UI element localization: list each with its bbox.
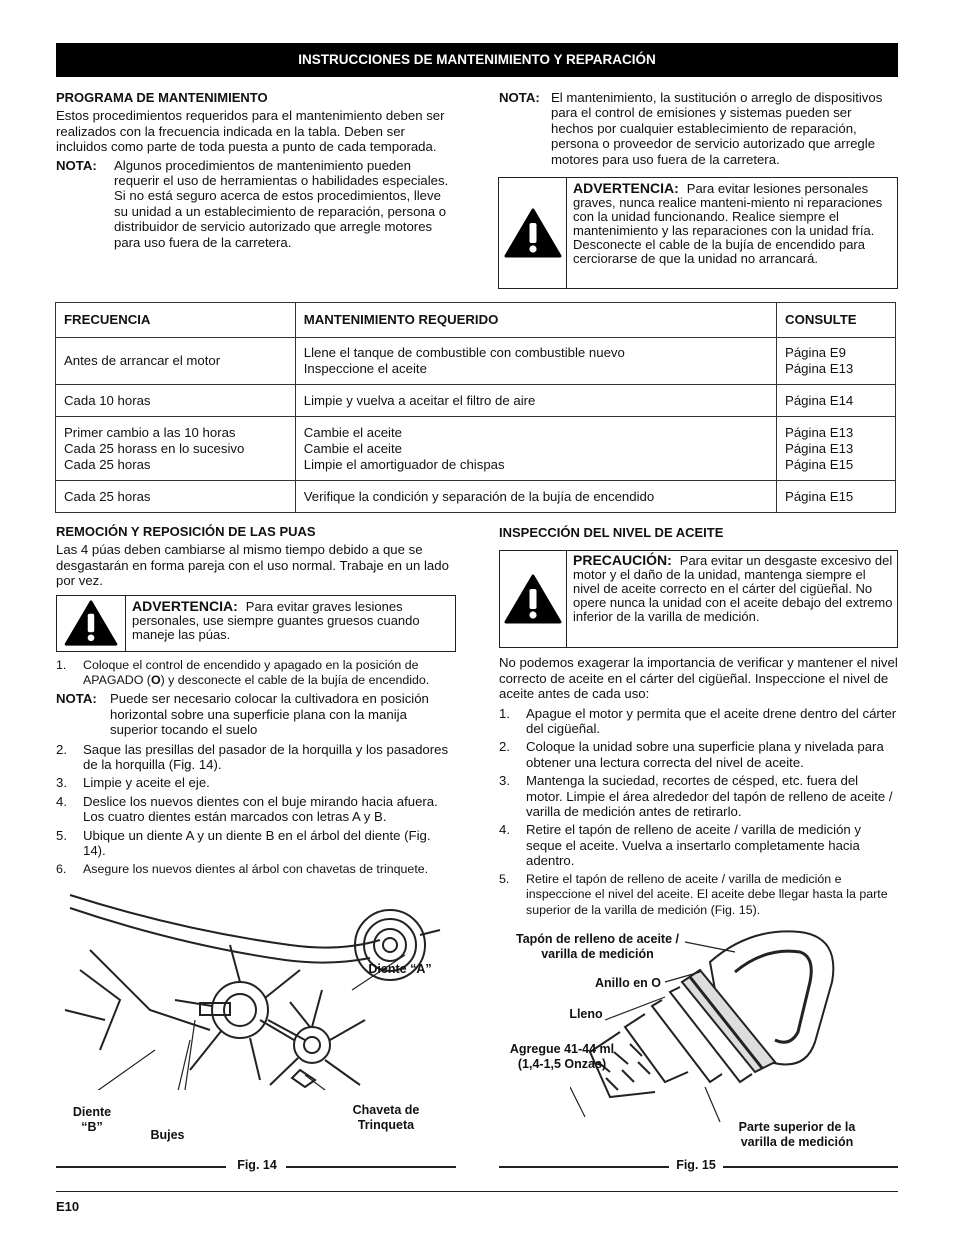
task-cell: Verifique la condición y separación de la bujía de encendido <box>295 481 776 513</box>
warning-text: Para evitar lesiones personales graves, nunca realice manteni-miento ni reparaciones con la unidad funcionando. Realice siempre el mantenimiento y las reparaciones con la unidad fría. Desconecte el cable de la bujía de encendido para cerciorarse de que la unidad no arrancará. <box>573 181 883 266</box>
ref-cell: Página E15 <box>777 481 896 513</box>
warning-title: ADVERTENCIA: <box>132 597 238 614</box>
label-lleno: Lleno <box>569 1007 603 1021</box>
label-tapon: Tapón de relleno de aceite / varilla de medición <box>515 932 679 961</box>
maintenance-program-intro: Estos procedimientos requeridos para el mantenimiento deben ser realizados con la frecuencia indicada en la tabla. Deben ser incluidos como parte de toda puesta a punto de cada temporada. <box>56 108 445 155</box>
label-anillo: Anillo en O <box>595 976 661 990</box>
table-row <box>56 338 896 385</box>
label-bujes: Bujes <box>150 1128 185 1142</box>
table-header-row <box>56 303 896 338</box>
emissions-note <box>499 90 897 167</box>
figure-15-caption: Fig. 15 <box>676 1158 716 1172</box>
list-item: 5. Ubique un diente A y un diente B en el árbol del diente (Fig. 14). <box>56 827 431 859</box>
oil-level-heading: INSPECCIÓN DEL NIVEL DE ACEITE <box>499 525 724 540</box>
section-banner: INSTRUCCIONES DE MANTENIMIENTO Y REPARACIÓN <box>56 43 898 77</box>
list-item: 4. Deslice los nuevos dientes con el buje mirando hacia afuera. Los cuatro dientes están marcados con letras A y B. <box>56 793 438 825</box>
task-cell: Limpie y vuelva a aceitar el filtro de aire <box>295 385 776 417</box>
header-mantenimiento: MANTENIMIENTO REQUERIDO <box>295 303 776 338</box>
table-row <box>56 417 896 481</box>
note-text: Algunos procedimientos de mantenimiento pueden requerir el uso de herramientas o habilidades especiales. Si no está seguro acerca de estos procedimientos, lleve su unidad a un establecimiento de reparación, persona o distribuidor de servicio autorizado que arregle motores para uso fuera de la carretera. <box>114 157 449 250</box>
label-agregue: Agregue 41-44 ml (1,4-1,5 Onzas) <box>509 1042 615 1071</box>
figure-rule <box>499 1166 669 1168</box>
warning-triangle-icon <box>500 551 567 647</box>
label-parte-superior: Parte superior de la varilla de medición <box>738 1120 856 1149</box>
figure-rule <box>286 1166 456 1168</box>
note-label: NOTA: <box>56 691 97 707</box>
freq-cell: Primer cambio a las 10 horas Cada 25 horass en lo sucesivo Cada 25 horas <box>56 417 296 481</box>
tine-replacement-heading: REMOCIÓN Y REPOSICIÓN DE LAS PUAS <box>56 524 316 539</box>
warning-triangle-icon <box>57 596 126 651</box>
maintenance-note <box>56 158 456 250</box>
header-frecuencia: FRECUENCIA <box>56 303 296 338</box>
warning-text: Para evitar graves lesiones personales, use siempre guantes gruesos cuando maneje las púas. <box>132 598 420 642</box>
caution-title: PRECAUCIÓN: <box>573 552 672 569</box>
footer-rule <box>56 1191 898 1192</box>
caution-text: Para evitar un desgaste excesivo del motor y el daño de la unidad, mantenga siempre el nivel de aceite correcto en el cárter del cigüeñal. No opere nunca la unidad con el aceite debajo del extremo inferior de la varilla de medición. <box>573 553 893 624</box>
header-consulte: CONSULTE <box>777 303 896 338</box>
oil-intro: No podemos exagerar la importancia de verificar y mantener el nivel correcto de aceite en el cárter del cigüeñal. Inspeccione el nivel de aceite antes de cada uso: <box>499 655 898 702</box>
list-item: 6. Asegure los nuevos dientes al árbol con chavetas de trinquete. <box>56 861 429 876</box>
list-item: 5. Retire el tapón de relleno de aceite / varilla de medición e inspeccione el nivel del aceite. El aceite debe llegar hasta la parte superior de la varilla de medición (Fig. 15). <box>499 871 888 917</box>
list-item: 4. Retire el tapón de relleno de aceite / varilla de medición y seque el aceite. Vuelva a insertarlo completamente hacia adentro. <box>499 822 862 869</box>
freq-cell: Cada 10 horas <box>56 385 296 417</box>
figure-rule <box>723 1166 898 1168</box>
tine-replacement-section <box>56 524 456 880</box>
freq-cell: Cada 25 horas <box>56 481 296 513</box>
maintenance-program-heading: PROGRAMA DE MANTENIMIENTO <box>56 90 268 105</box>
note-text: Puede ser necesario colocar la cultivadora en posición horizontal sobre una superficie plana con la manija superior tocando el suelo <box>110 691 429 738</box>
note-label: NOTA: <box>499 90 540 105</box>
list-item: 1. Apague el motor y permita que el aceite drene dentro del cárter del cigüeñal. <box>499 705 897 737</box>
tine-intro: Las 4 púas deben cambiarse al mismo tiempo debido a que se desgastarán en forma pareja con el uso normal. Trabaje en un lado por vez. <box>56 542 449 589</box>
label-chaveta: Chaveta de Trinqueta <box>352 1103 420 1132</box>
tiller-tine-illustration <box>60 890 455 1090</box>
note-label: NOTA: <box>56 157 97 173</box>
maintenance-table <box>55 302 896 513</box>
task-cell: Cambie el aceite Cambie el aceite Limpie el amortiguador de chispas <box>295 417 776 481</box>
warning-box-maintenance <box>498 177 898 289</box>
warning-title: ADVERTENCIA: <box>573 180 679 196</box>
list-item: 3. Limpie y aceite el eje. <box>56 775 210 791</box>
positioning-note <box>56 691 456 737</box>
list-item: 3. Mantenga la suciedad, recortes de césped, etc. fuera del motor. Limpie el área alrededor del tapón de relleno de aceite / varilla de medición antes de retirarlo. <box>499 773 893 820</box>
list-item: 2. Saque las presillas del pasador de la horquilla y los pasadores de la horquilla (Fig. 14). <box>56 741 449 773</box>
list-item: 2. Coloque la unidad sobre una superficie plana y nivelada para obtener una lectura correcta del nivel de aceite. <box>499 739 884 770</box>
note-text: El mantenimiento, la sustitución o arreglo de dispositivos para el control de emisiones y sistemas pueden ser hechos por cualquier establecimiento de reparación, persona o proveedor de servicio autorizado que arregle motores para uso fuera de la carretera. <box>551 90 883 167</box>
figure-14-caption: Fig. 14 <box>237 1158 277 1172</box>
freq-cell: Antes de arrancar el motor <box>56 338 296 385</box>
figure-rule <box>56 1166 226 1168</box>
ref-cell: Página E9 Página E13 <box>777 338 896 385</box>
table-row <box>56 481 896 513</box>
caution-box-oil <box>499 550 898 648</box>
ref-cell: Página E14 <box>777 385 896 417</box>
ref-cell: Página E13 Página E13 Página E15 <box>777 417 896 481</box>
maintenance-program-section <box>56 90 456 250</box>
oil-level-section <box>499 525 898 921</box>
warning-box-tines <box>56 595 456 652</box>
label-diente-a: Diente “A” <box>368 962 432 976</box>
list-item: 1. Coloque el control de encendido y apagado en la posición de APAGADO (O) y desconecte el cable de la bujía de encendido. <box>56 657 430 688</box>
table-row <box>56 385 896 417</box>
task-cell: Llene el tanque de combustible con combustible nuevo Inspeccione el aceite <box>295 338 776 385</box>
label-diente-b: Diente “B” <box>72 1105 112 1134</box>
warning-triangle-icon <box>499 178 567 288</box>
page-number: E10 <box>56 1199 80 1214</box>
